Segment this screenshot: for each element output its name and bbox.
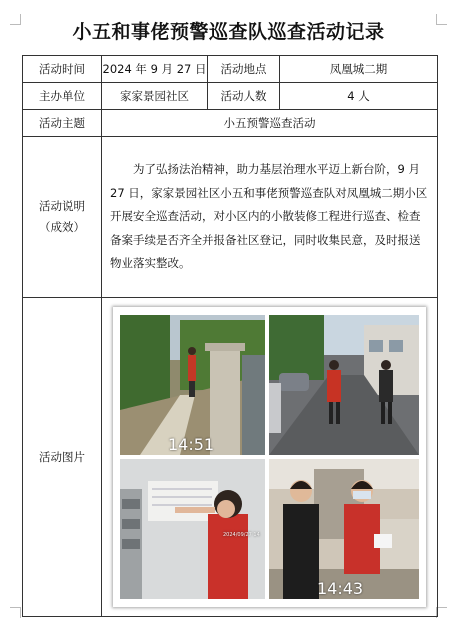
count-label: 活动人数 — [208, 83, 280, 110]
table-row — [23, 137, 438, 298]
count-value: 4 人 — [280, 83, 438, 110]
photo-collage — [113, 307, 426, 607]
description-label-line2: （成效） — [39, 220, 85, 234]
theme-value: 小五预警巡查活动 — [102, 110, 438, 137]
activity-photo-2 — [269, 315, 419, 455]
place-value: 凤凰城二期 — [280, 56, 438, 83]
table-row — [23, 110, 438, 137]
host-value: 家家景园社区 — [102, 83, 208, 110]
photo-timestamp: 14:43 — [317, 579, 364, 598]
photo-date-stamp: 2024/09/27 14 — [223, 532, 260, 538]
description-label-line1: 活动说明 — [39, 199, 85, 214]
activity-photo-1 — [120, 315, 265, 455]
place-label: 活动地点 — [208, 56, 280, 83]
table-row — [23, 56, 438, 83]
theme-label: 活动主题 — [23, 110, 102, 137]
photo-timestamp: 14:51 — [168, 435, 215, 454]
table-row — [23, 298, 438, 617]
activity-photo-4 — [269, 459, 419, 599]
record-table — [22, 55, 438, 617]
page-corner-mark — [10, 607, 21, 618]
time-value: 2024 年 9 月 27 日 — [102, 56, 208, 83]
host-label: 主办单位 — [23, 83, 102, 110]
description-label — [23, 137, 102, 298]
description-value: 为了弘扬法治精神，助力基层治理水平迈上新台阶，9 月 27 日，家家景园社区小五和事佬预警巡查队对凤凰城二期小区开展安全巡查活动，对小区内的小散装修工程进行巡查、检查备案手续是否齐全并报备社区登记，同时收集民意，及时报送物业落实整改。 — [102, 137, 438, 298]
photo-label: 活动图片 — [23, 298, 102, 617]
document-title: 小五和事佬预警巡查队巡查活动记录 — [72, 21, 385, 43]
photo-cell — [102, 298, 438, 617]
activity-photo-3 — [120, 459, 265, 599]
table-row — [23, 83, 438, 110]
time-label: 活动时间 — [23, 56, 102, 83]
